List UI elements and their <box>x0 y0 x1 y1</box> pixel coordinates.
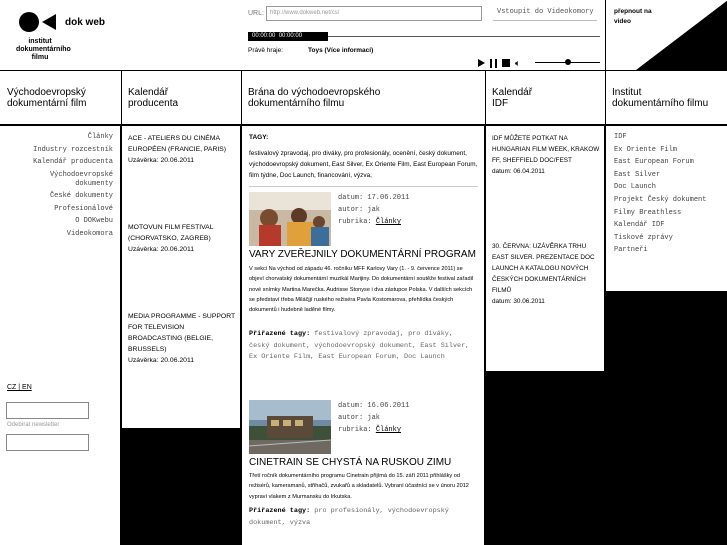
article-meta: datum: 16.06.2011 autor: jak rubrika: Články <box>338 402 410 434</box>
main-nav <box>0 70 727 125</box>
institut-item-partneri[interactable]: Partneři <box>614 246 648 255</box>
list-item[interactable]: ACE - ATELIERS DU CINÉMA EUROPÉEN (FRANCIE, PARIS) Uzávěrka: 20.06.2011 <box>128 135 227 164</box>
nav-item-institut[interactable]: Institut dokumentárního filmu <box>612 87 709 109</box>
stop-icon[interactable] <box>502 59 510 67</box>
tags-cloud[interactable]: festivalový zpravodaj, pro diváky, pro profesionály, ocenění, český dokument, východoevropský dokument, East Silver, Ex Oriente Film, East European Forum, film týdne, Doc Launch, financování, výzva, <box>249 150 478 179</box>
play-icon[interactable] <box>478 59 485 67</box>
list-item[interactable]: MEDIA PROGRAMME - SUPPORT FOR TELEVISION BROADCASTING (BELGIE, BRUSSELS) Uzávěrka: 20.06.2011 <box>128 313 236 364</box>
main-content <box>242 126 484 545</box>
institut-item-tiskove[interactable]: Tiskové zprávy <box>614 233 673 242</box>
header <box>0 0 727 70</box>
url-field[interactable]: http://www.dokweb.net/cs/ <box>266 6 482 21</box>
now-playing-label: Právě hraje: <box>248 47 284 54</box>
newsletter-email-field[interactable] <box>6 402 89 419</box>
volume-icon[interactable]: 🔈︎ <box>515 57 521 68</box>
article-body: V sekci Na východ od západu 46. ročníku MFF Karlovy Vary (1. - 9. července 2011) se objeví chorvatský dokumentární muzikál Marijiny. Do dokumentární soutěže festival zařadil nové snímky Martina Marečka. Audrisse Stonyse i dva zástupce Polska. V dalších sekcích se představí třeba Miláčjjí ruského režiséra Pavla Kostomarova, přehlídka českých dokumentů i hudebně laděné filmy. <box>249 266 474 314</box>
now-playing-title[interactable]: Toys (Více informací) <box>308 47 374 54</box>
newsletter-label: Odebírat newsletter <box>7 422 60 428</box>
sidebar-item-vychodoevropske[interactable]: Východoevropské <box>49 170 113 179</box>
sidebar-item-clanky[interactable]: Články <box>87 133 113 141</box>
article <box>249 400 479 545</box>
url-label: URL: <box>248 10 264 17</box>
institut-item-east-silver[interactable]: East Silver <box>614 170 661 179</box>
logo-brand: dok web <box>65 17 106 28</box>
language-switch[interactable]: CZ | EN <box>7 384 32 391</box>
nav-item-vychodoevropsky[interactable]: Východoevropský dokumentární film <box>7 87 87 109</box>
list-item[interactable]: MOTOVUN FILM FESTIVAL (CHORVATSKO, ZAGREB) Uzávěrka: 20.06.2011 <box>128 224 214 253</box>
institut-item-ex-oriente[interactable]: Ex Oriente Film <box>614 145 678 154</box>
logo-subtitle: institut dokumentárního filmu <box>16 38 71 61</box>
list-item[interactable]: 30. ČERVNA: UZÁVĚRKA TRHU EAST SILVER. PREZENTACE DOC LAUNCH A KATALOGU NOVÝCH ČESKÝCH DOKUMENTÁRNÍCH FILMŮ datum: 30.06.2011 <box>492 243 595 305</box>
institut-item-projekt[interactable]: Projekt Český dokument <box>614 195 707 204</box>
institut-item-kalendar[interactable]: Kalendář IDF <box>614 221 665 230</box>
nav-item-kalendar-idf[interactable]: Kalendář IDF <box>492 87 533 109</box>
rubric-link[interactable]: Články <box>375 218 402 226</box>
sidebar-item-vychodoevropske-line2[interactable]: dokumenty <box>75 179 113 188</box>
sidebar-item-profesionalove[interactable]: Profesionálové <box>54 204 113 213</box>
nav-item-kalendar-producenta[interactable]: Kalendář producenta <box>128 87 179 109</box>
kalendar-idf-column <box>486 126 604 371</box>
logo-triangle-icon <box>42 14 56 30</box>
tags-heading: TAGY: <box>249 134 269 141</box>
institut-item-idf[interactable]: IDF <box>614 133 627 141</box>
article-tags: Přiřazené tagy: pro profesionály, východoevropský dokument, výzva <box>249 507 449 527</box>
divider <box>249 186 478 187</box>
sidebar-item-kalendar[interactable]: Kalendář producenta <box>33 158 113 166</box>
switch-to-video-box[interactable] <box>605 0 727 70</box>
sidebar-item-o-dokwebu[interactable]: O DOKwebu <box>75 217 113 225</box>
article-title[interactable]: CINETRAIN SE CHYSTÁ NA RUSKOU ZIMU <box>249 457 452 468</box>
article-body: Třetí ročník dokumentárního programu Cinetrain přijímá do 15. září 2011 přihlášky od režisérů, kameramanů, střihačů, zvukařů a skladatelů. Vybraní účastníci se v únoru 2012 vypraví vlakem z Murmansku do Irkutska. <box>249 473 469 500</box>
sidebar-item-videokomora[interactable]: Videokomora <box>66 229 113 238</box>
article <box>249 192 479 377</box>
kalendar-producenta-column <box>122 126 240 428</box>
switch-to-video-label: přepnout na video <box>614 8 652 25</box>
institut-column <box>606 126 727 291</box>
article-meta: datum: 17.06.2011 autor: jak rubrika: Články <box>338 194 410 226</box>
sidebar-links <box>33 133 113 242</box>
institut-item-doc-launch[interactable]: Doc Launch <box>614 183 657 192</box>
volume-slider-handle[interactable] <box>565 59 571 65</box>
list-item[interactable]: IDF MŮŽETE POTKAT NA HUNGARIAN FILM WEEK, KRAKOW FF, SHEFFIELD DOC/FEST datum: 06.04.2011 <box>492 135 600 175</box>
article-tags: Přiřazené tagy: festivalový zpravodaj, pro diváky, český dokument, východoevropský dokument, East Silver, Ex Oriente Film, East European Forum, Doc Launch <box>249 330 470 361</box>
logo[interactable] <box>16 10 116 65</box>
logo-circle-icon <box>19 12 39 32</box>
institut-item-breathless[interactable]: Filmy Breathless <box>614 208 682 217</box>
pause-icon[interactable] <box>490 59 497 68</box>
player-time: 00:00:00 00:00:00 <box>252 33 303 39</box>
institut-links <box>614 133 706 259</box>
article-thumbnail[interactable] <box>249 400 331 454</box>
sidebar-item-ceske[interactable]: České dokumenty <box>49 192 113 200</box>
divider <box>493 20 597 21</box>
institut-item-eef[interactable]: East European Forum <box>614 158 694 167</box>
article-title[interactable]: VARY ZVEŘEJNILY DOKUMENTÁRNÍ PROGRAM <box>249 249 476 260</box>
player-progress-bar[interactable] <box>248 32 600 41</box>
sidebar-item-industry[interactable]: Industry rozcestník <box>33 145 113 154</box>
rubric-link[interactable]: Články <box>375 426 402 434</box>
newsletter-submit-field[interactable] <box>6 434 89 451</box>
nav-item-brana[interactable]: Brána do východoevropského dokumentárního filmu <box>248 87 381 109</box>
left-sidebar <box>0 126 120 545</box>
enter-videokomora-link[interactable]: Vstoupit do Videokomory <box>497 8 594 16</box>
article-thumbnail[interactable] <box>249 192 331 246</box>
player-controls <box>478 57 520 69</box>
